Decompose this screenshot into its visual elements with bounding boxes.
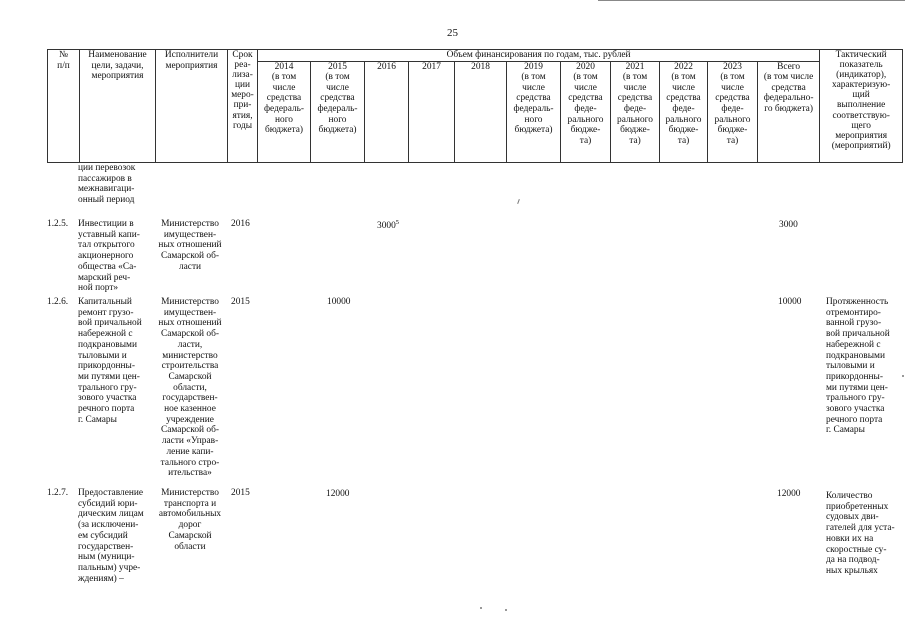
header-executors: Исполнители мероприятия [156,50,228,163]
row-year: 2016 [231,219,250,229]
row-name: Предоставление субсидий юри- дическим лицам (за исключени- ем субсидий государствен- ным (муници- пальным) учре- ждениям) – [78,488,144,584]
table-header [47,49,903,163]
header-name: Наименование цели, задачи, мероприятия [80,50,156,163]
row-year: 2015 [231,488,250,498]
page-number: 25 [447,27,458,39]
header-2019: 2019 (в том числе средства федераль- ного бюджета) [507,61,561,162]
row-total: 3000 [779,220,798,230]
scan-speck [480,607,482,609]
footnote-mark: 5 [395,219,399,226]
header-num: № п/п [48,50,80,163]
header-2014: 2014 (в том числе средства федераль- ного бюджета) [258,61,311,162]
row-num: 1.2.5. [47,219,69,229]
header-2017: 2017 [409,61,455,162]
row-total: 10000 [778,297,802,307]
row-amount-2015: 12000 [326,489,350,499]
header-2020: 2020 (в том числе средства феде- рального бюдже- та) [561,61,611,162]
header-2016: 2016 [365,61,409,162]
row-year: 2015 [231,297,250,307]
header-indicator: Тактический показатель (индикатор), характеризую- щий выполнение соответствую- щего мероприятия (мероприятий) [820,50,903,163]
amount-value: 3000 [377,221,396,232]
header-2018: 2018 [455,61,507,162]
row-num: 1.2.7. [47,488,69,498]
row-executor: Министерство имуществен- ных отношений Самарской об- ласти, министерство строительства Самарской области, государствен- ное казенное учреждение Самарской об- ласти «Управ- ление капи- тального стро- ительства» [158,297,222,479]
row-name: Капитальный ремонт грузо- вой причальной набережной с подкрановыми тыловыми и прикордонны- ми путями цен- трального гру- зового участка речного порта г. Самары [78,297,142,425]
header-2015: 2015 (в том числе средства федераль- ного бюджета) [311,61,365,162]
scan-speck [902,375,904,377]
top-rule [598,0,905,1]
row-num: 1.2.6. [47,297,69,307]
header-funding: Объем финансирования по годам, тыс. рублей [258,50,820,62]
continuation-text: ции перевозок пассажиров в межнавигаци- онный период [78,163,136,206]
header-2021: 2021 (в том числе средства феде- рального бюдже- та) [611,61,660,162]
header-2023: 2023 (в том числе средства феде- рального бюдже- та) [708,61,758,162]
row-total: 12000 [777,489,801,499]
row-amount-2015: 10000 [327,297,351,307]
row-indicator: Количество приобретенных судовых дви- гателей для уста- новки их на скоростные су- да на подвод- ных крыльях [826,491,895,576]
scan-mark [517,199,520,204]
row-indicator: Протяженность отремонтиро- ванной грузо- вой причальной набережной с подкрановыми тыловыми и прикордонны- ми путями цен- трального гру- зового участка речного порта г. Самары [826,297,890,436]
row-amount-2016 [377,219,399,231]
scan-speck [505,609,507,611]
header-2022: 2022 (в том числе средства феде- рального бюдже- та) [660,61,708,162]
row-executor: Министерство имуществен- ных отношений Самарской об- ласти [158,219,222,272]
row-name: Инвестиции в уставный капи- тал открытого акционерного общества «Са- марский реч- ной порт» [78,219,140,294]
header-term: Срок реа- лиза- ции меро- при- ятия, годы [228,50,258,163]
row-executor: Министерство транспорта и автомобильных дорог Самарской области [158,488,222,552]
header-total: Всего (в том числе средства федерально- го бюджета) [758,61,820,162]
